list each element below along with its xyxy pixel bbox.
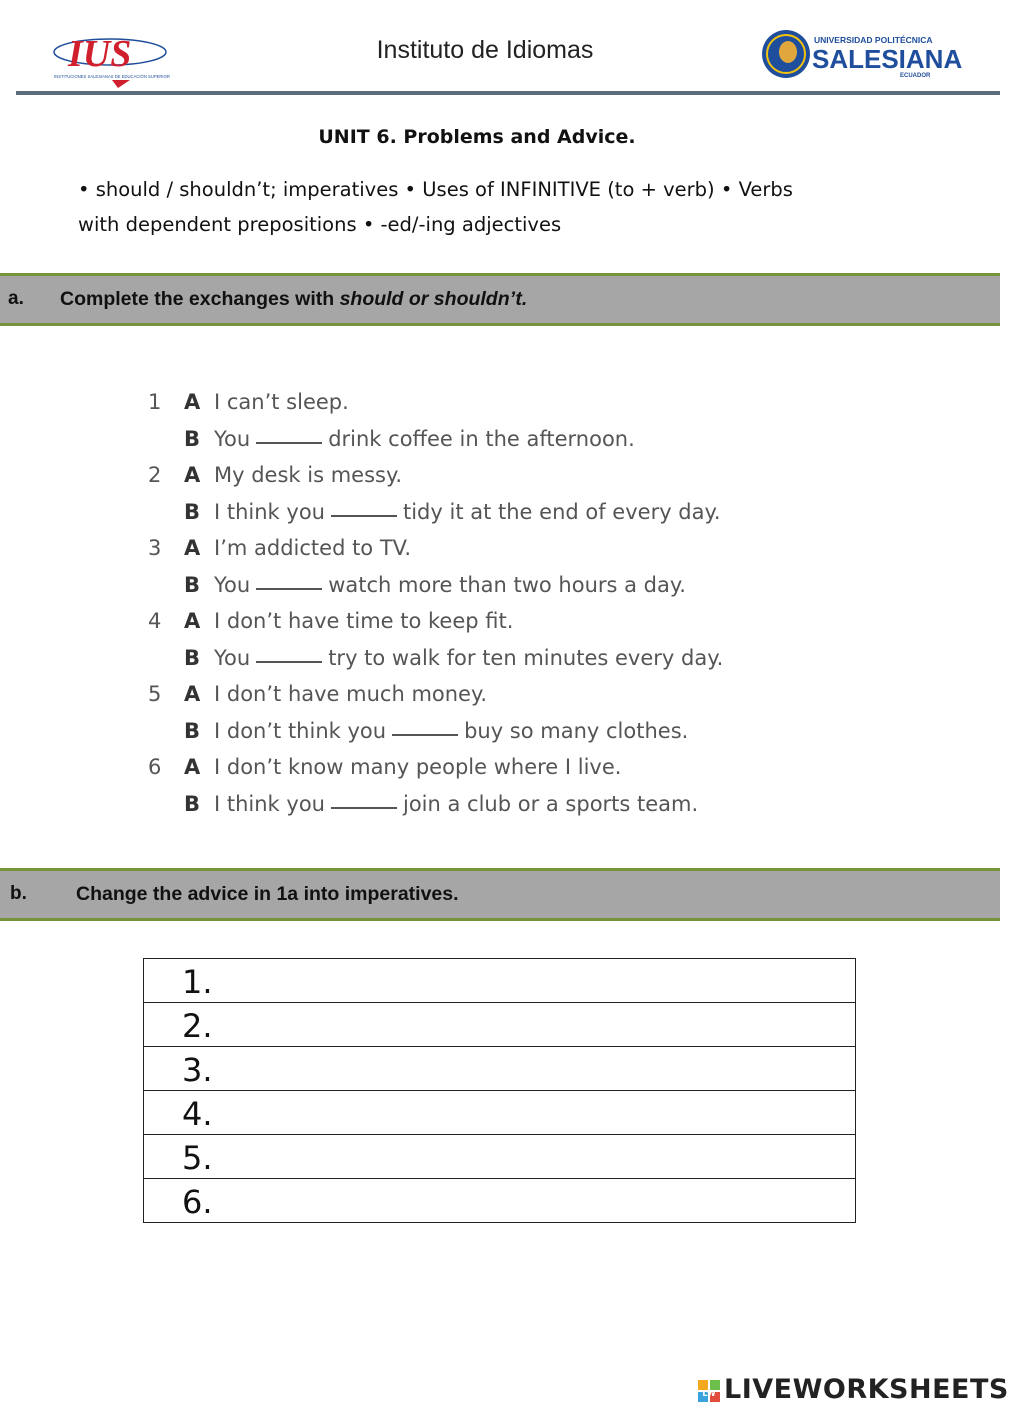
speaker-a-text: My desk is messy. <box>214 463 403 487</box>
salesiana-logo-bottom: ECUADOR <box>900 73 931 79</box>
speaker-b-text-before: I don’t think you <box>214 718 387 743</box>
ius-logo-subtext: INSTITUCIONES SALESIANAS DE EDUCACIÓN SUPERIOR <box>54 74 170 79</box>
unit-title: UNIT 6. Problems and Advice. <box>318 126 636 148</box>
exchange-number: 5 <box>148 682 162 706</box>
speaker-b-text-before: You <box>214 572 251 597</box>
speaker-b-text <box>214 573 686 597</box>
answer-row <box>144 959 856 1003</box>
exchange-number: 3 <box>148 536 162 560</box>
speaker-b-text-after: tidy it at the end of every day. <box>402 499 721 524</box>
answer-blank[interactable] <box>256 661 322 663</box>
salesiana-logo-top: UNIVERSIDAD POLITÉCNICA <box>814 35 933 45</box>
speaker-b-text-before: You <box>214 645 251 670</box>
answer-row <box>144 1179 856 1223</box>
speaker-b-text <box>214 792 698 816</box>
topics-line-1: • should / shouldn’t; imperatives • Uses of INFINITIVE (to + verb) • Verbs <box>78 178 793 201</box>
speaker-b-text <box>214 646 723 670</box>
institute-title: Instituto de Idiomas <box>376 36 594 64</box>
speaker-b-text-before: I think you <box>214 499 325 524</box>
answer-row <box>144 1003 856 1047</box>
page-header <box>0 0 1000 100</box>
speaker-a-text: I’m addicted to TV. <box>214 536 411 560</box>
answer-blank[interactable] <box>256 442 322 444</box>
speaker-b-text-after: join a club or a sports team. <box>402 791 699 816</box>
speaker-a-text: I don’t know many people where I live. <box>214 755 622 779</box>
exchange-number: 2 <box>148 463 162 487</box>
speaker-a-text: I can’t sleep. <box>214 390 349 414</box>
salesiana-logo-main: SALESIANA <box>812 44 963 74</box>
speaker-b-label: B <box>184 572 201 597</box>
speaker-a-label: A <box>184 682 201 706</box>
answer-table <box>143 958 856 1223</box>
section-b-letter: b. <box>10 883 27 904</box>
speaker-b-text <box>214 500 721 524</box>
section-a-instruction-plain: Complete the exchanges with <box>60 288 340 310</box>
answer-cell[interactable]: 4. <box>144 1091 856 1135</box>
speaker-b-text-before: I think you <box>214 791 325 816</box>
liveworksheets-icon <box>698 1380 720 1402</box>
speaker-b-text-after: buy so many clothes. <box>464 718 689 743</box>
speaker-b-text-after: try to walk for ten minutes every day. <box>328 645 724 670</box>
speaker-a-label: A <box>184 463 201 487</box>
section-b-header <box>0 868 1000 921</box>
answer-blank[interactable] <box>392 734 458 736</box>
ius-logo-text: IUS <box>68 33 132 75</box>
header-divider <box>16 91 1000 95</box>
section-a-instruction <box>60 288 527 311</box>
speaker-a-label: A <box>184 609 201 633</box>
answer-row <box>144 1135 856 1179</box>
topics-line-2: with dependent prepositions • -ed/-ing adjectives <box>78 213 562 236</box>
exchange-number: 4 <box>148 609 162 633</box>
speaker-b-text-before: You <box>214 426 251 451</box>
answer-blank[interactable] <box>256 588 322 590</box>
section-a-header <box>0 273 1000 326</box>
section-a-instruction-italic: should or shouldn’t. <box>339 288 528 310</box>
speaker-b-text-after: watch more than two hours a day. <box>328 572 686 597</box>
speaker-a-text: I don’t have time to keep fit. <box>214 609 514 633</box>
speaker-a-label: A <box>184 390 201 414</box>
answer-row <box>144 1091 856 1135</box>
exchange-number: 6 <box>148 755 162 779</box>
speaker-a-label: A <box>184 755 201 779</box>
speaker-b-label: B <box>184 791 201 816</box>
speaker-b-text <box>214 719 688 743</box>
speaker-b-label: B <box>184 718 201 743</box>
speaker-b-label: B <box>184 645 201 670</box>
liveworksheets-wordmark: LIVEWORKSHEETS <box>724 1374 1009 1405</box>
answer-cell[interactable]: 3. <box>144 1047 856 1091</box>
answer-cell[interactable]: 6. <box>144 1179 856 1223</box>
answer-blank[interactable] <box>331 515 397 517</box>
answer-row <box>144 1047 856 1091</box>
exchange-number: 1 <box>148 390 162 414</box>
section-b-instruction: Change the advice in 1a into imperatives. <box>76 883 459 905</box>
liveworksheets-icon-letters: LW <box>702 1389 716 1398</box>
speaker-b-text <box>214 427 635 451</box>
salesiana-logo <box>760 26 963 82</box>
answer-cell[interactable]: 1. <box>144 959 856 1003</box>
answer-cell[interactable]: 5. <box>144 1135 856 1179</box>
answer-cell[interactable]: 2. <box>144 1003 856 1047</box>
speaker-b-label: B <box>184 499 201 524</box>
speaker-b-text-after: drink coffee in the afternoon. <box>328 426 635 451</box>
answer-blank[interactable] <box>331 807 397 809</box>
section-a-letter: a. <box>8 288 24 309</box>
speaker-a-text: I don’t have much money. <box>214 682 488 706</box>
speaker-b-label: B <box>184 426 201 451</box>
unit-topics <box>78 172 898 242</box>
speaker-a-label: A <box>184 536 201 560</box>
